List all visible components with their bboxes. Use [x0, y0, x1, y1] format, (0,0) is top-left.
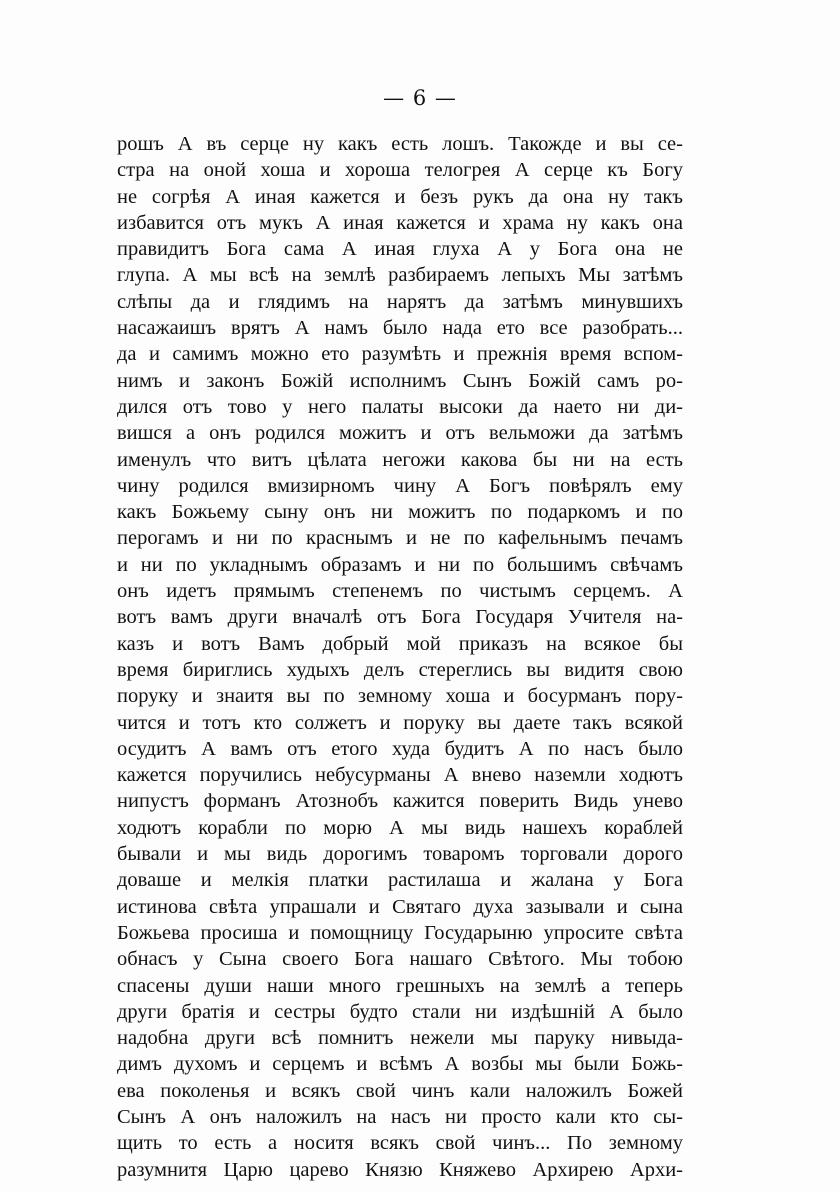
text-line: поруку и знаитя вы по земному хоша и босурманъ пору- [117, 685, 683, 708]
text-line: доваше и мелкія платки растилаша и жалана у Бога [117, 869, 683, 892]
text-line: ходютъ корабли по морю А мы видь нашехъ кораблей [117, 816, 683, 839]
text-line: Сынъ А онъ наложилъ на насъ ни просто кали кто сы- [117, 1105, 683, 1128]
text-line: ева поколенья и всякъ свой чинъ кали наложилъ Божей [117, 1079, 683, 1102]
text-line: не согрѣя А иная кажется и безъ рукъ да она ну такъ [117, 185, 683, 208]
text-line: димъ духомъ и серцемъ и всѣмъ А возбы мы были Божь- [117, 1053, 683, 1076]
text-line: онъ идетъ прямымъ степенемъ по чистымъ серцемъ. А [117, 580, 683, 603]
text-line: Божьева просиша и помощницу Государыню упросите свѣта [117, 921, 683, 944]
text-line: рошъ А въ серце ну какъ есть лошъ. Такожде и вы се- [117, 133, 683, 155]
text-line: какъ Божьему сыну онъ ни можитъ по подаркомъ и по [117, 501, 683, 524]
text-line: глупа. А мы всѣ на землѣ разбираемъ лепыхъ Мы затѣмъ [117, 264, 683, 287]
text-line: надобна други всѣ помнитъ нежели мы паруку нивыда- [117, 1027, 683, 1050]
text-line: осудитъ А вамъ отъ етого худа будитъ А по насъ было [117, 737, 683, 760]
text-line: и ни по укладнымъ образамъ и ни по большимъ свѣчамъ [117, 553, 683, 576]
text-line: разумнитя Царю царево Князю Княжево Архирею Архи- [117, 1158, 683, 1181]
text-line: вотъ вамъ други вначалѣ отъ Бога Государя Учителя на- [117, 606, 683, 629]
text-line: дился отъ тово у него палаты высоки да наето ни ди- [117, 395, 683, 418]
page-number: — 6 — [383, 86, 457, 110]
text-line: истинова свѣта упрашали и Святаго духа зазывали и сына [117, 895, 683, 918]
text-line: время бириглись худыхъ делъ стереглись вы видитя свою [117, 658, 683, 681]
text-line: перогамъ и ни по краснымъ и не по кафельнымъ печамъ [117, 527, 683, 550]
text-line: нимъ и законъ Божій исполнимъ Сынъ Божій самъ ро- [117, 369, 683, 392]
text-line: слѣпы да и глядимъ на нарятъ да затѣмъ минувшихъ [117, 290, 683, 313]
text-line: насажаишъ врятъ А намъ было нада ето все разобрать... [117, 317, 683, 340]
text-line: обнасъ у Сына своего Бога нашаго Свѣтого. Мы тобою [117, 948, 683, 971]
text-line: стра на оной хоша и хороша телогрея А серце къ Богу [117, 159, 683, 182]
text-line: казъ и вотъ Вамъ добрый мой приказъ на всякое бы [117, 632, 683, 655]
text-line: да и самимъ можно ето разумѣть и прежнія время вспом- [117, 343, 683, 366]
text-line: щить то есть а носитя всякъ свой чинъ... По земному [117, 1132, 683, 1155]
text-line: правидитъ Бога сама А иная глуха А у Бога она не [117, 238, 683, 261]
text-line: нипустъ форманъ Атознобъ кажится поверить Видь унево [117, 790, 683, 813]
text-line: кажется поручились небусурманы А внево наземли ходютъ [117, 764, 683, 787]
text-line: избавится отъ мукъ А иная кажется и храма ну какъ она [117, 211, 683, 234]
text-line: чину родился вмизирномъ чину А Богъ повѣрялъ ему [117, 474, 683, 497]
text-line: други братія и сестры будто стали ни издѣшній А было [117, 1000, 683, 1023]
text-line: чится и тотъ кто солжетъ и поруку вы даете такъ всякой [117, 711, 683, 734]
text-line: спасены души наши много грешныхъ на землѣ а теперь [117, 974, 683, 997]
text-line: бывали и мы видь дорогимъ товаромъ торговали дорого [117, 843, 683, 866]
body-text [117, 131, 683, 1183]
text-line: именулъ что витъ цѣлата негожи какова бы ни на есть [117, 448, 683, 471]
text-line: вишся а онъ родился можитъ и отъ вельможи да затѣмъ [117, 422, 683, 445]
